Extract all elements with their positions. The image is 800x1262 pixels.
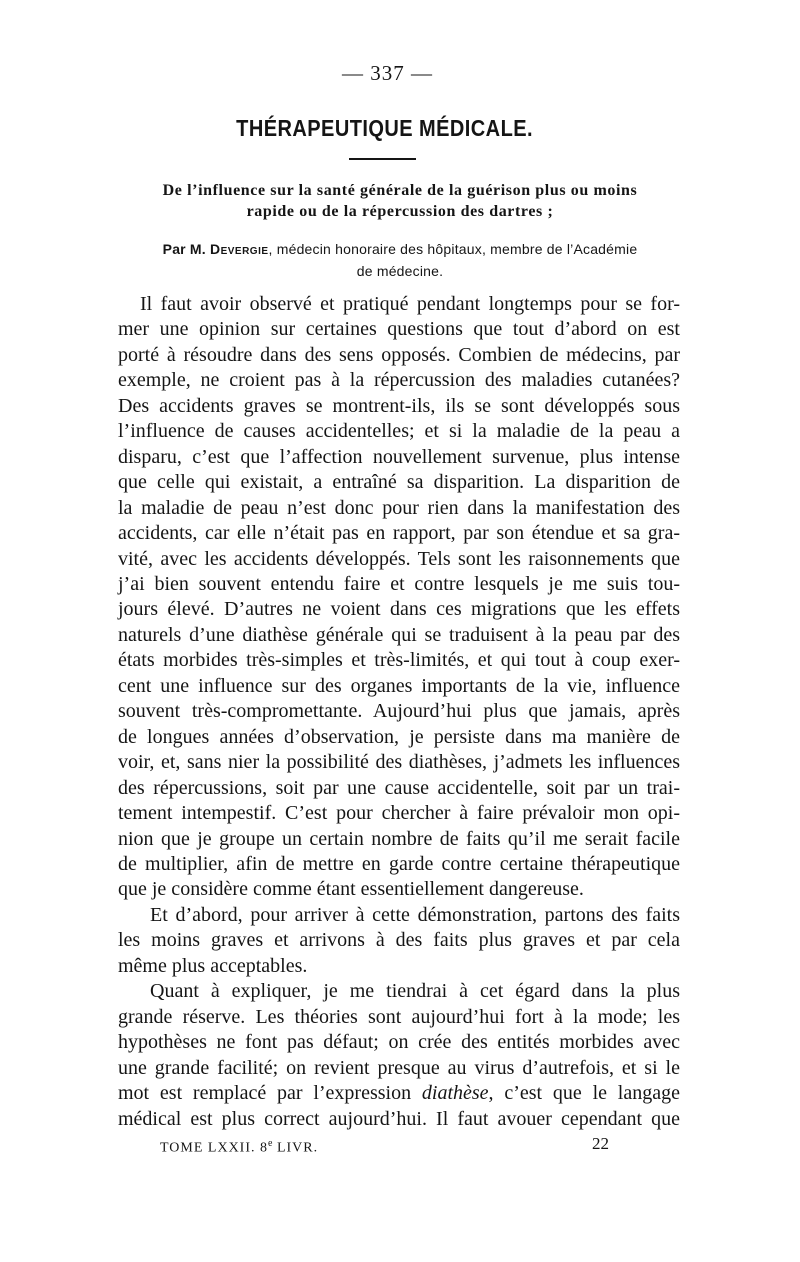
text-line: médical est plus correct aujourd’hui. Il faut avouer cependant que — [118, 1107, 680, 1130]
section-title-text: THÉRAPEUTIQUE MÉDICALE. — [236, 115, 534, 141]
article-body — [118, 292, 680, 1132]
article-title — [110, 180, 690, 222]
text-line: de longues années d’observation, je persiste dans ma manière de — [118, 725, 680, 748]
text-line: mer une opinion sur certaines questions que tout d’abord on est — [118, 318, 680, 341]
page-number: — 337 — — [342, 61, 433, 85]
text-line: que je considère comme étant essentiellement dangereuse. — [118, 878, 584, 901]
byline-line: de médecine. — [356, 263, 444, 279]
author-name: Devergie — [209, 241, 269, 257]
text-line: de multiplier, afin de mettre en garde contre certaine thérapeutique — [118, 852, 680, 875]
text-line: Des accidents graves se montrent-ils, ils se sont développés sous — [118, 394, 680, 417]
footer-signature: 22 — [592, 1134, 609, 1153]
text-segment: mot est remplacé par l’expression — [118, 1082, 422, 1105]
text-line: états morbides très-simples et très-limités, et qui tout à coup exer- — [118, 649, 680, 672]
text-line: des répercussions, soit par une cause accidentelle, soit par un trai- — [118, 776, 680, 799]
byline-prefix: Par M. — [162, 241, 210, 257]
text-line: la maladie de peau n’est donc pour rien dans la manifestation des — [118, 496, 680, 519]
body-paragraph — [118, 292, 680, 903]
text-line: disparu, c’est que l’affection nouvellement survenue, plus intense — [118, 445, 680, 468]
text-line: même plus acceptables. — [118, 954, 308, 977]
text-line: grande réserve. Les théories sont aujourd’hui fort à la mode; les — [118, 1005, 680, 1028]
footer-volume: TOME LXXII. — [160, 1140, 256, 1156]
text-line: souvent très-compromettante. Aujourd’hui plus que jamais, après — [118, 700, 680, 723]
article-title-line: De l’influence sur la santé générale de la guérison plus ou moins — [162, 182, 638, 199]
text-line: accidents, car elle n’était pas en rapport, par son étendue et sa gra- — [118, 522, 680, 545]
text-line: que celle qui existait, a entraîné sa disparition. La disparition de — [118, 471, 680, 494]
text-line: cent une influence sur des organes importants de la vie, influence — [118, 674, 680, 697]
text-line: Il faut avoir observé et pratiqué pendant longtemps pour se for- — [140, 293, 680, 315]
text-line: l’influence de causes accidentelles; et si la maladie de la peau a — [118, 420, 680, 443]
text-line: naturels d’une diathèse générale qui se traduisent à la peau par des — [118, 623, 680, 646]
text-line: jours élevé. D’autres ne voient dans ces migrations que les effets — [118, 598, 680, 621]
byline — [120, 238, 680, 282]
section-title — [0, 114, 770, 146]
title-rule — [349, 158, 416, 160]
author-affiliation: , médecin honoraire des hôpitaux, membre de l’Académie — [268, 241, 638, 257]
text-line: exemple, ne croient pas à la répercussion des maladies cutanées? — [118, 369, 680, 392]
footer-volume-info — [160, 1134, 318, 1159]
text-line: tement intempestif. C’est pour chercher à faire prévaloir mon opi- — [118, 802, 680, 825]
text-line: voir, et, sans nier la possibilité des diathèses, j’admets les influences — [118, 751, 680, 774]
text-line: nion que je groupe un certain nombre de faits qu’il me serait facile — [118, 827, 680, 850]
text-line: les moins graves et arrivons à des faits plus graves et par cela — [118, 929, 680, 952]
footer-issue-number: 8 — [260, 1140, 269, 1156]
text-line — [118, 1081, 680, 1106]
article-title-line: rapide ou de la répercussion des dartres ; — [246, 203, 554, 220]
text-line: Et d’abord, pour arriver à cette démonstration, partons des faits — [150, 903, 680, 926]
text-line: hypothèses ne font pas défaut; on crée des entités morbides avec — [118, 1031, 680, 1054]
byline-line — [120, 238, 680, 260]
footer-issue-label: LIVR. — [276, 1140, 319, 1156]
emphasis-word: diathèse — [421, 1082, 489, 1105]
text-line: j’ai bien souvent entendu faire et contre lesquels je me suis tou- — [118, 572, 680, 595]
text-line: Quant à expliquer, je me tiendrai à cet égard dans la plus — [150, 980, 680, 1003]
body-paragraph — [118, 903, 680, 979]
body-paragraph — [118, 979, 680, 1132]
text-line: porté à résoudre dans des sens opposés. Combien de médecins, par — [118, 343, 680, 366]
text-line: une grande facilité; on revient presque au virus d’autrefois, et si le — [118, 1056, 680, 1079]
text-line: vité, avec les accidents développés. Tels sont les raisonnements que — [118, 547, 680, 570]
footer-issue-suffix: e — [268, 1138, 273, 1149]
text-segment: , c’est que le langage — [488, 1082, 680, 1105]
